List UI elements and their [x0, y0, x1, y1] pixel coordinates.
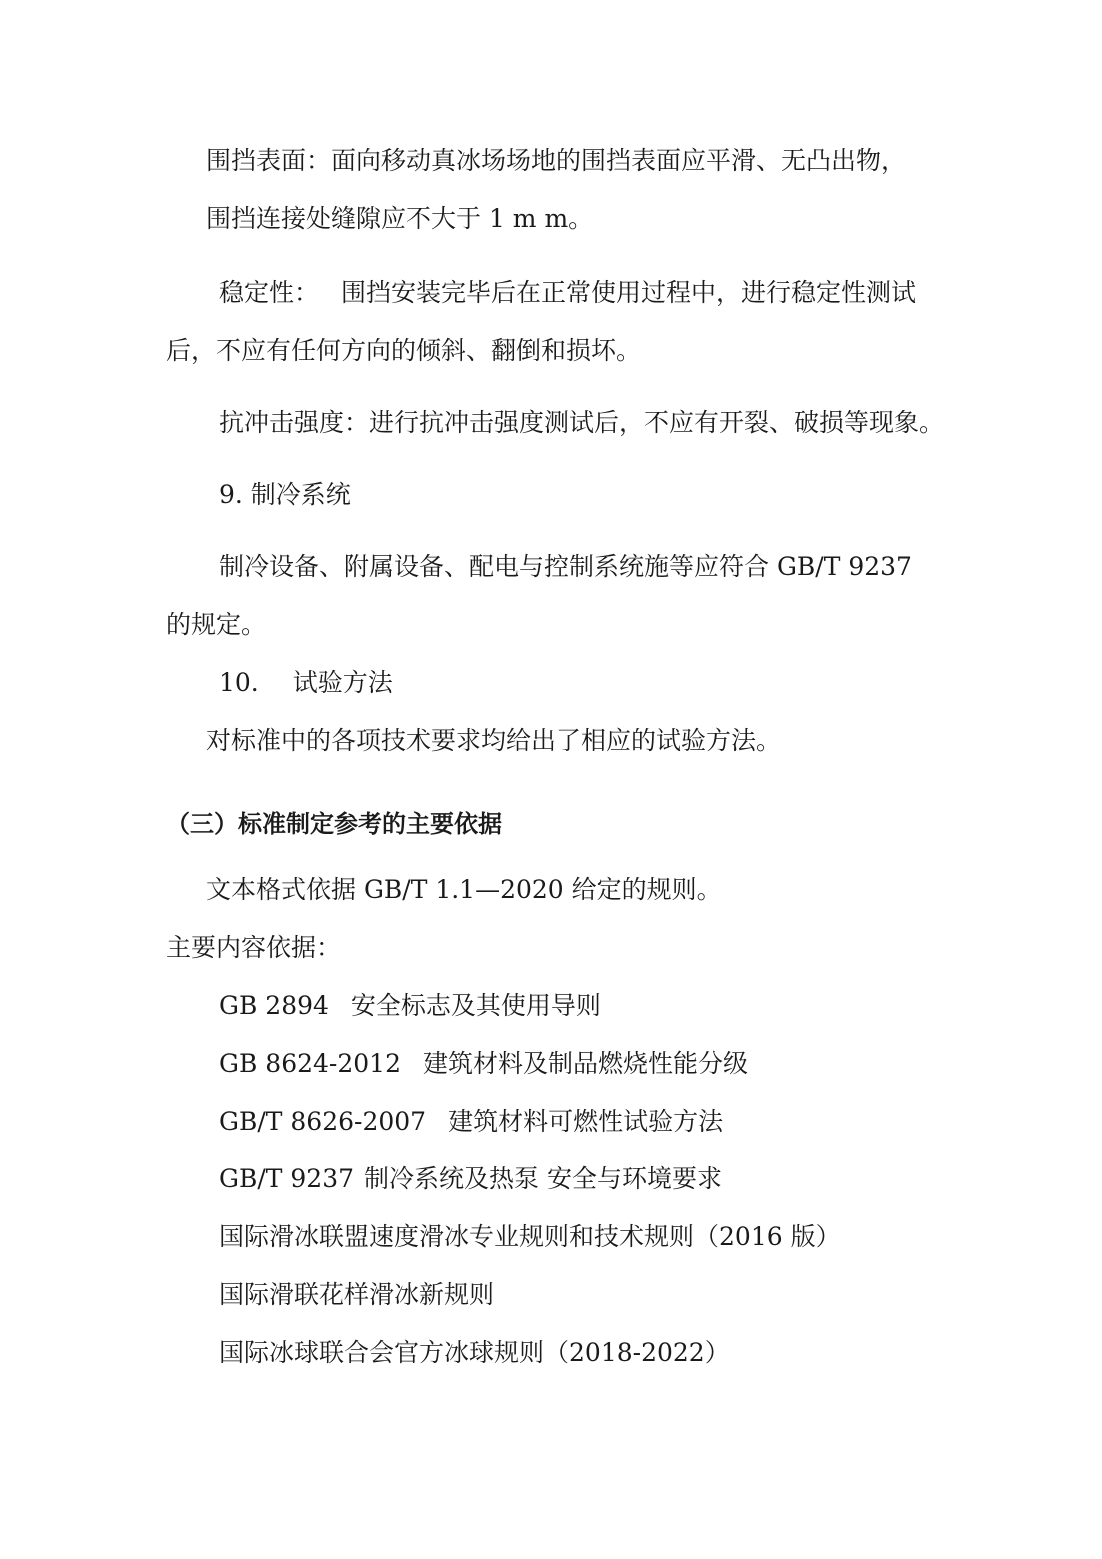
reference-title: 建筑材料及制品燃烧性能分级 [422, 1049, 748, 1078]
stability-label: 稳定性： [219, 278, 320, 307]
section-10-title: 试验方法 [292, 668, 393, 697]
paragraph-enclosure-surface-line1: 围挡表面：面向移动真冰场场地的围挡表面应平滑、无凸出物， [206, 146, 907, 175]
reference-code: GB 8624-2012 [219, 1049, 401, 1078]
section-3-heading: （三）标准制定参考的主要依据 [166, 810, 502, 838]
stability-text: 围挡安装完毕后在正常使用过程中，进行稳定性测试 [341, 278, 917, 307]
reference-item [219, 1046, 748, 1082]
paragraph-enclosure-surface-line2: 围挡连接处缝隙应不大于 1 m m。 [206, 204, 594, 233]
reference-title: 国际滑联花样滑冰新规则 [219, 1280, 495, 1309]
reference-item [219, 988, 601, 1024]
format-basis-text: 文本格式依据 GB/T 1.1—2020 给定的规则。 [206, 875, 722, 904]
reference-title: 安全标志及其使用导则 [350, 991, 601, 1020]
reference-title: 建筑材料可燃性试验方法 [448, 1107, 724, 1136]
paragraph-stability-line1 [219, 275, 916, 311]
reference-title: 国际冰球联合会官方冰球规则（2018-2022） [219, 1338, 730, 1367]
reference-item [219, 1335, 730, 1371]
reference-code: GB/T 8626-2007 [219, 1107, 427, 1136]
reference-item [219, 1104, 723, 1140]
content-basis-label: 主要内容依据： [166, 933, 342, 962]
reference-code: GB 2894 [219, 991, 329, 1020]
section-10-number: 10. [219, 668, 259, 697]
paragraph-stability-line2: 后，不应有任何方向的倾斜、翻倒和损坏。 [166, 336, 642, 365]
section-9-text-line1: 制冷设备、附属设备、配电与控制系统施等应符合 GB/T 9237 [219, 552, 912, 581]
section-9-text-line2: 的规定。 [166, 610, 267, 639]
reference-code: GB/T 9237 [219, 1164, 355, 1193]
reference-title: 国际滑冰联盟速度滑冰专业规则和技术规则（2016 版） [219, 1222, 841, 1251]
paragraph-impact-strength: 抗冲击强度：进行抗冲击强度测试后，不应有开裂、破损等现象。 [219, 408, 945, 437]
reference-item [219, 1277, 494, 1313]
reference-title: 制冷系统及热泵 安全与环境要求 [364, 1164, 722, 1193]
section-10-heading [219, 665, 393, 701]
reference-item [219, 1219, 841, 1255]
section-10-text: 对标准中的各项技术要求均给出了相应的试验方法。 [206, 726, 782, 755]
reference-item [219, 1161, 722, 1197]
section-9-heading: 9. 制冷系统 [219, 480, 351, 509]
